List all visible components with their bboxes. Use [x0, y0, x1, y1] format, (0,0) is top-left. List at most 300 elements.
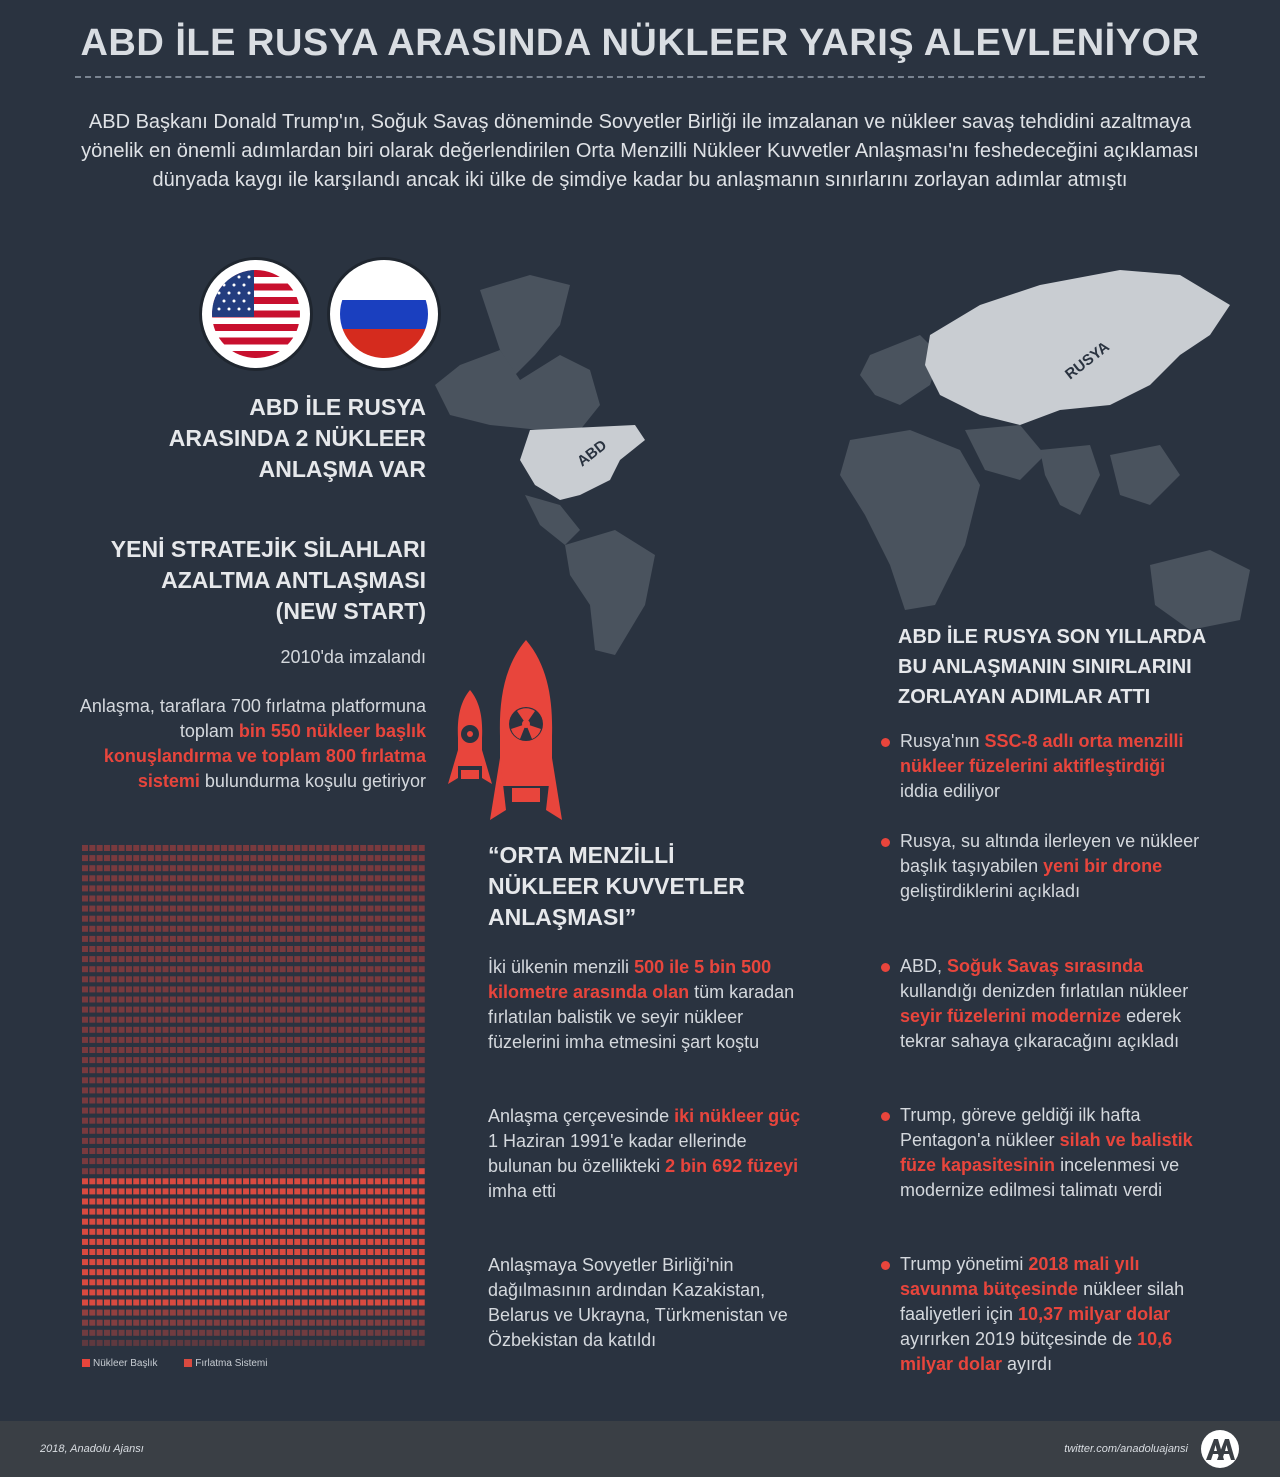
- warhead-square: [228, 896, 234, 902]
- launcher-square: [346, 1340, 352, 1346]
- warhead-square: [141, 1047, 147, 1053]
- launcher-square: [419, 1199, 425, 1205]
- launcher-square: [302, 1239, 308, 1245]
- launcher-square: [316, 1229, 322, 1235]
- warhead-square: [258, 1027, 264, 1033]
- warhead-square: [419, 986, 425, 992]
- warhead-square: [177, 916, 183, 922]
- warhead-square: [155, 1087, 161, 1093]
- warhead-square: [389, 1077, 395, 1083]
- launcher-square: [419, 1188, 425, 1194]
- launcher-square: [89, 1330, 95, 1336]
- launcher-square: [236, 1199, 242, 1205]
- warhead-square: [404, 976, 410, 982]
- launcher-square: [206, 1229, 212, 1235]
- warhead-square: [155, 1168, 161, 1174]
- launcher-square: [228, 1330, 234, 1336]
- warhead-square: [389, 885, 395, 891]
- warhead-square: [346, 1098, 352, 1104]
- warhead-square: [258, 1087, 264, 1093]
- warhead-square: [404, 926, 410, 932]
- warhead-square: [199, 885, 205, 891]
- warhead-square: [324, 1108, 330, 1114]
- launcher-square: [228, 1188, 234, 1194]
- warhead-square: [331, 1148, 337, 1154]
- warhead-square: [331, 946, 337, 952]
- launcher-square: [155, 1249, 161, 1255]
- launcher-square: [338, 1330, 344, 1336]
- warhead-square: [302, 1138, 308, 1144]
- warhead-square: [192, 1087, 198, 1093]
- launcher-square: [133, 1229, 139, 1235]
- warhead-square: [375, 875, 381, 881]
- warhead-square: [338, 1077, 344, 1083]
- warhead-square: [411, 976, 417, 982]
- warhead-square: [302, 966, 308, 972]
- warhead-square: [148, 1098, 154, 1104]
- warhead-square: [375, 1047, 381, 1053]
- inf-paragraph-1: İki ülkenin menzili 500 ile 5 bin 500 kilometre arasında olan tüm karadan fırlatılan balistik ve seyir nükleer füzelerini imha etmesini şart koştu: [488, 957, 795, 1052]
- launcher-square: [89, 1239, 95, 1245]
- launcher-square: [250, 1199, 256, 1205]
- launcher-square: [353, 1310, 359, 1316]
- warhead-square: [360, 865, 366, 871]
- warhead-square: [170, 1047, 176, 1053]
- australia-shape: [1150, 550, 1250, 630]
- launcher-square: [419, 1269, 425, 1275]
- warhead-square: [206, 1158, 212, 1164]
- warhead-square: [141, 1138, 147, 1144]
- warhead-square: [170, 896, 176, 902]
- launcher-square: [89, 1259, 95, 1265]
- launcher-square: [316, 1219, 322, 1225]
- warhead-square: [104, 1027, 110, 1033]
- warhead-square: [221, 1057, 227, 1063]
- warhead-square: [82, 1158, 88, 1164]
- warhead-square: [353, 1168, 359, 1174]
- warhead-square: [148, 1047, 154, 1053]
- warhead-square: [265, 1087, 271, 1093]
- warhead-square: [163, 865, 169, 871]
- warhead-square: [324, 1158, 330, 1164]
- warhead-square: [82, 845, 88, 851]
- warhead-square: [155, 926, 161, 932]
- warhead-square: [163, 1118, 169, 1124]
- warhead-square: [82, 1057, 88, 1063]
- warhead-square: [272, 1067, 278, 1073]
- warhead-square: [346, 966, 352, 972]
- warhead-square: [302, 1027, 308, 1033]
- launcher-square: [331, 1249, 337, 1255]
- warhead-square: [141, 1067, 147, 1073]
- launcher-square: [170, 1249, 176, 1255]
- warhead-square: [367, 906, 373, 912]
- launcher-square: [155, 1239, 161, 1245]
- launcher-square: [250, 1300, 256, 1306]
- warhead-square: [382, 1148, 388, 1154]
- launcher-square: [375, 1249, 381, 1255]
- launcher-square: [258, 1259, 264, 1265]
- warhead-square: [133, 1118, 139, 1124]
- launcher-square: [389, 1269, 395, 1275]
- warhead-square: [104, 1017, 110, 1023]
- launcher-square: [280, 1269, 286, 1275]
- warhead-square: [89, 1077, 95, 1083]
- launcher-square: [206, 1239, 212, 1245]
- launcher-square: [346, 1259, 352, 1265]
- launcher-square: [184, 1310, 190, 1316]
- warhead-square: [228, 875, 234, 881]
- launcher-square: [243, 1259, 249, 1265]
- warhead-square: [302, 865, 308, 871]
- warhead-square: [199, 926, 205, 932]
- launcher-square: [97, 1259, 103, 1265]
- launcher-square: [375, 1289, 381, 1295]
- warhead-square: [294, 1108, 300, 1114]
- warhead-square: [404, 946, 410, 952]
- launcher-square: [243, 1320, 249, 1326]
- warhead-square: [177, 845, 183, 851]
- warhead-square: [250, 1168, 256, 1174]
- warhead-square: [206, 1067, 212, 1073]
- warhead-square: [221, 1158, 227, 1164]
- warhead-square: [97, 997, 103, 1003]
- warhead-square: [82, 875, 88, 881]
- warhead-square: [353, 896, 359, 902]
- launcher-square: [360, 1178, 366, 1184]
- warhead-square: [360, 855, 366, 861]
- launcher-square: [104, 1178, 110, 1184]
- warhead-square: [177, 986, 183, 992]
- launcher-square: [119, 1239, 125, 1245]
- warhead-square: [126, 1007, 132, 1013]
- warhead-square: [280, 1057, 286, 1063]
- warhead-square: [89, 1168, 95, 1174]
- warhead-square: [397, 997, 403, 1003]
- warhead-square: [141, 865, 147, 871]
- warhead-square: [419, 1098, 425, 1104]
- launcher-square: [104, 1188, 110, 1194]
- warhead-square: [360, 926, 366, 932]
- warhead-square: [316, 1047, 322, 1053]
- warhead-square: [236, 1057, 242, 1063]
- warhead-square: [287, 1138, 293, 1144]
- warhead-square: [375, 1108, 381, 1114]
- warhead-square: [148, 1037, 154, 1043]
- warhead-square: [250, 916, 256, 922]
- launcher-square: [353, 1209, 359, 1215]
- warhead-square: [382, 1027, 388, 1033]
- large-rocket-icon: [490, 640, 562, 820]
- launcher-square: [272, 1178, 278, 1184]
- launcher-square: [228, 1178, 234, 1184]
- warhead-square: [228, 1047, 234, 1053]
- launcher-square: [419, 1219, 425, 1225]
- launcher-square: [177, 1310, 183, 1316]
- warhead-square: [177, 885, 183, 891]
- warhead-square: [397, 845, 403, 851]
- launcher-square: [353, 1289, 359, 1295]
- warhead-square: [331, 875, 337, 881]
- launcher-square: [228, 1229, 234, 1235]
- warhead-square: [324, 926, 330, 932]
- launcher-square: [133, 1219, 139, 1225]
- launcher-square: [294, 1209, 300, 1215]
- launcher-square: [367, 1289, 373, 1295]
- launcher-square: [184, 1188, 190, 1194]
- launcher-square: [155, 1300, 161, 1306]
- warhead-square: [243, 1087, 249, 1093]
- new-start-date: 2010'da imzalandı: [280, 647, 426, 667]
- launcher-square: [287, 1219, 293, 1225]
- launcher-square: [119, 1188, 125, 1194]
- launcher-square: [389, 1330, 395, 1336]
- warhead-square: [375, 1098, 381, 1104]
- warhead-square: [367, 885, 373, 891]
- warhead-square: [170, 1067, 176, 1073]
- warhead-square: [170, 1087, 176, 1093]
- launcher-square: [324, 1229, 330, 1235]
- warhead-square: [228, 865, 234, 871]
- warhead-square: [177, 855, 183, 861]
- warhead-square: [243, 1007, 249, 1013]
- warhead-square: [97, 926, 103, 932]
- warhead-square: [192, 956, 198, 962]
- warhead-square: [148, 885, 154, 891]
- warhead-square: [375, 916, 381, 922]
- launcher-square: [206, 1330, 212, 1336]
- warhead-square: [119, 966, 125, 972]
- warhead-square: [243, 1027, 249, 1033]
- warhead-square: [206, 1037, 212, 1043]
- warhead-square: [258, 1007, 264, 1013]
- warhead-square: [119, 1027, 125, 1033]
- warhead-square: [367, 966, 373, 972]
- warhead-square: [221, 1138, 227, 1144]
- warhead-square: [177, 936, 183, 942]
- warhead-square: [346, 976, 352, 982]
- warhead-square: [338, 845, 344, 851]
- launcher-square: [89, 1279, 95, 1285]
- warhead-square: [258, 936, 264, 942]
- warhead-square: [338, 936, 344, 942]
- warhead-square: [360, 1168, 366, 1174]
- warhead-square: [221, 875, 227, 881]
- warhead-square: [389, 997, 395, 1003]
- warhead-square: [367, 1108, 373, 1114]
- launcher-square: [250, 1178, 256, 1184]
- launcher-square: [419, 1279, 425, 1285]
- launcher-square: [119, 1219, 125, 1225]
- launcher-square: [163, 1219, 169, 1225]
- launcher-square: [331, 1340, 337, 1346]
- warhead-square: [104, 997, 110, 1003]
- warhead-square: [89, 1158, 95, 1164]
- launcher-square: [163, 1289, 169, 1295]
- launcher-square: [287, 1259, 293, 1265]
- warhead-square: [141, 956, 147, 962]
- launcher-square: [360, 1340, 366, 1346]
- warhead-square: [419, 896, 425, 902]
- launcher-square: [192, 1320, 198, 1326]
- warhead-square: [206, 875, 212, 881]
- launcher-square: [397, 1269, 403, 1275]
- launcher-square: [287, 1310, 293, 1316]
- warhead-square: [184, 1098, 190, 1104]
- warhead-square: [353, 1057, 359, 1063]
- warhead-square: [280, 936, 286, 942]
- warhead-square: [236, 1077, 242, 1083]
- warhead-square: [294, 855, 300, 861]
- warhead-square: [367, 1148, 373, 1154]
- warhead-square: [199, 946, 205, 952]
- warhead-square: [82, 976, 88, 982]
- warhead-square: [236, 1067, 242, 1073]
- launcher-square: [214, 1330, 220, 1336]
- warhead-square: [309, 976, 315, 982]
- launcher-square: [324, 1320, 330, 1326]
- warhead-square: [324, 1027, 330, 1033]
- warhead-square: [243, 885, 249, 891]
- launcher-square: [397, 1310, 403, 1316]
- launcher-square: [221, 1340, 227, 1346]
- warhead-square: [119, 997, 125, 1003]
- launcher-square: [382, 1209, 388, 1215]
- warhead-square: [346, 1057, 352, 1063]
- warhead-square: [221, 1017, 227, 1023]
- warhead-square: [309, 1148, 315, 1154]
- warhead-square: [163, 845, 169, 851]
- launcher-square: [133, 1259, 139, 1265]
- warhead-square: [287, 1148, 293, 1154]
- warhead-square: [375, 997, 381, 1003]
- launcher-square: [265, 1330, 271, 1336]
- warhead-square: [104, 926, 110, 932]
- warhead-square: [338, 1027, 344, 1033]
- warhead-square: [199, 1128, 205, 1134]
- warhead-square: [382, 906, 388, 912]
- warhead-square: [97, 1067, 103, 1073]
- warhead-square: [404, 1098, 410, 1104]
- launcher-square: [375, 1340, 381, 1346]
- warhead-square: [294, 946, 300, 952]
- warhead-square: [243, 1168, 249, 1174]
- warhead-square: [221, 936, 227, 942]
- launcher-square: [353, 1199, 359, 1205]
- warhead-square: [126, 906, 132, 912]
- warhead-square: [309, 1047, 315, 1053]
- warhead-square: [89, 885, 95, 891]
- launcher-square: [199, 1188, 205, 1194]
- warhead-square: [324, 916, 330, 922]
- launcher-square: [411, 1239, 417, 1245]
- launcher-square: [331, 1178, 337, 1184]
- launcher-square: [287, 1269, 293, 1275]
- warhead-square: [316, 1168, 322, 1174]
- warhead-square: [265, 1007, 271, 1013]
- launcher-square: [236, 1340, 242, 1346]
- warhead-square: [89, 976, 95, 982]
- warhead-square: [228, 916, 234, 922]
- warhead-square: [184, 896, 190, 902]
- launcher-square: [236, 1178, 242, 1184]
- warhead-square: [111, 956, 117, 962]
- warhead-square: [221, 1007, 227, 1013]
- warhead-square: [360, 997, 366, 1003]
- warhead-square: [375, 956, 381, 962]
- launcher-square: [346, 1219, 352, 1225]
- footer-twitter-link[interactable]: twitter.com/anadoluajansi: [1064, 1443, 1188, 1455]
- warhead-square: [353, 1158, 359, 1164]
- warhead-square: [141, 1148, 147, 1154]
- warhead-square: [302, 1047, 308, 1053]
- warhead-square: [82, 1047, 88, 1053]
- step-bullet-4: Trump, göreve geldiği ilk hafta Pentagon'a nükleer silah ve balistik füze kapasitesinin incelenmesi ve modernize edilmesi talimatı verdi: [900, 1103, 1200, 1203]
- launcher-square: [170, 1219, 176, 1225]
- warhead-square: [221, 976, 227, 982]
- launcher-square: [184, 1209, 190, 1215]
- warhead-square: [272, 845, 278, 851]
- launcher-square: [170, 1269, 176, 1275]
- southeast-asia-shape: [1110, 445, 1180, 505]
- warhead-square: [272, 885, 278, 891]
- warhead-square: [397, 986, 403, 992]
- launcher-square: [411, 1320, 417, 1326]
- steps-heading: ABD İLE RUSYA SON YILLARDA BU ANLAŞMANIN SINIRLARINI ZORLAYAN ADIMLAR ATTI: [898, 626, 1207, 708]
- warhead-square: [302, 1128, 308, 1134]
- warhead-square: [302, 1037, 308, 1043]
- warhead-square: [397, 1037, 403, 1043]
- launcher-square: [177, 1289, 183, 1295]
- warhead-square: [199, 1017, 205, 1023]
- warhead-square: [236, 885, 242, 891]
- launcher-square: [367, 1269, 373, 1275]
- warhead-square: [228, 946, 234, 952]
- warhead-square: [353, 1067, 359, 1073]
- warhead-square: [294, 1128, 300, 1134]
- warhead-square: [389, 1128, 395, 1134]
- launcher-square: [411, 1219, 417, 1225]
- launcher-square: [360, 1249, 366, 1255]
- warhead-square: [89, 1148, 95, 1154]
- launcher-square: [133, 1188, 139, 1194]
- warhead-square: [82, 1098, 88, 1104]
- launcher-square: [397, 1209, 403, 1215]
- warhead-square: [272, 966, 278, 972]
- warhead-square: [141, 1168, 147, 1174]
- warhead-square: [228, 1027, 234, 1033]
- launcher-square: [397, 1199, 403, 1205]
- launcher-square: [287, 1178, 293, 1184]
- warhead-square: [397, 956, 403, 962]
- warhead-square: [89, 1047, 95, 1053]
- launcher-square: [170, 1188, 176, 1194]
- warhead-square: [324, 865, 330, 871]
- warhead-square: [148, 1138, 154, 1144]
- warhead-square: [141, 1077, 147, 1083]
- warhead-square: [170, 1017, 176, 1023]
- warhead-square: [294, 1067, 300, 1073]
- launcher-square: [104, 1320, 110, 1326]
- warhead-square: [324, 1168, 330, 1174]
- launcher-square: [338, 1209, 344, 1215]
- warhead-square: [316, 1057, 322, 1063]
- warhead-square: [411, 1007, 417, 1013]
- warhead-square: [375, 906, 381, 912]
- warhead-square: [404, 1047, 410, 1053]
- warhead-square: [331, 1108, 337, 1114]
- launcher-square: [221, 1188, 227, 1194]
